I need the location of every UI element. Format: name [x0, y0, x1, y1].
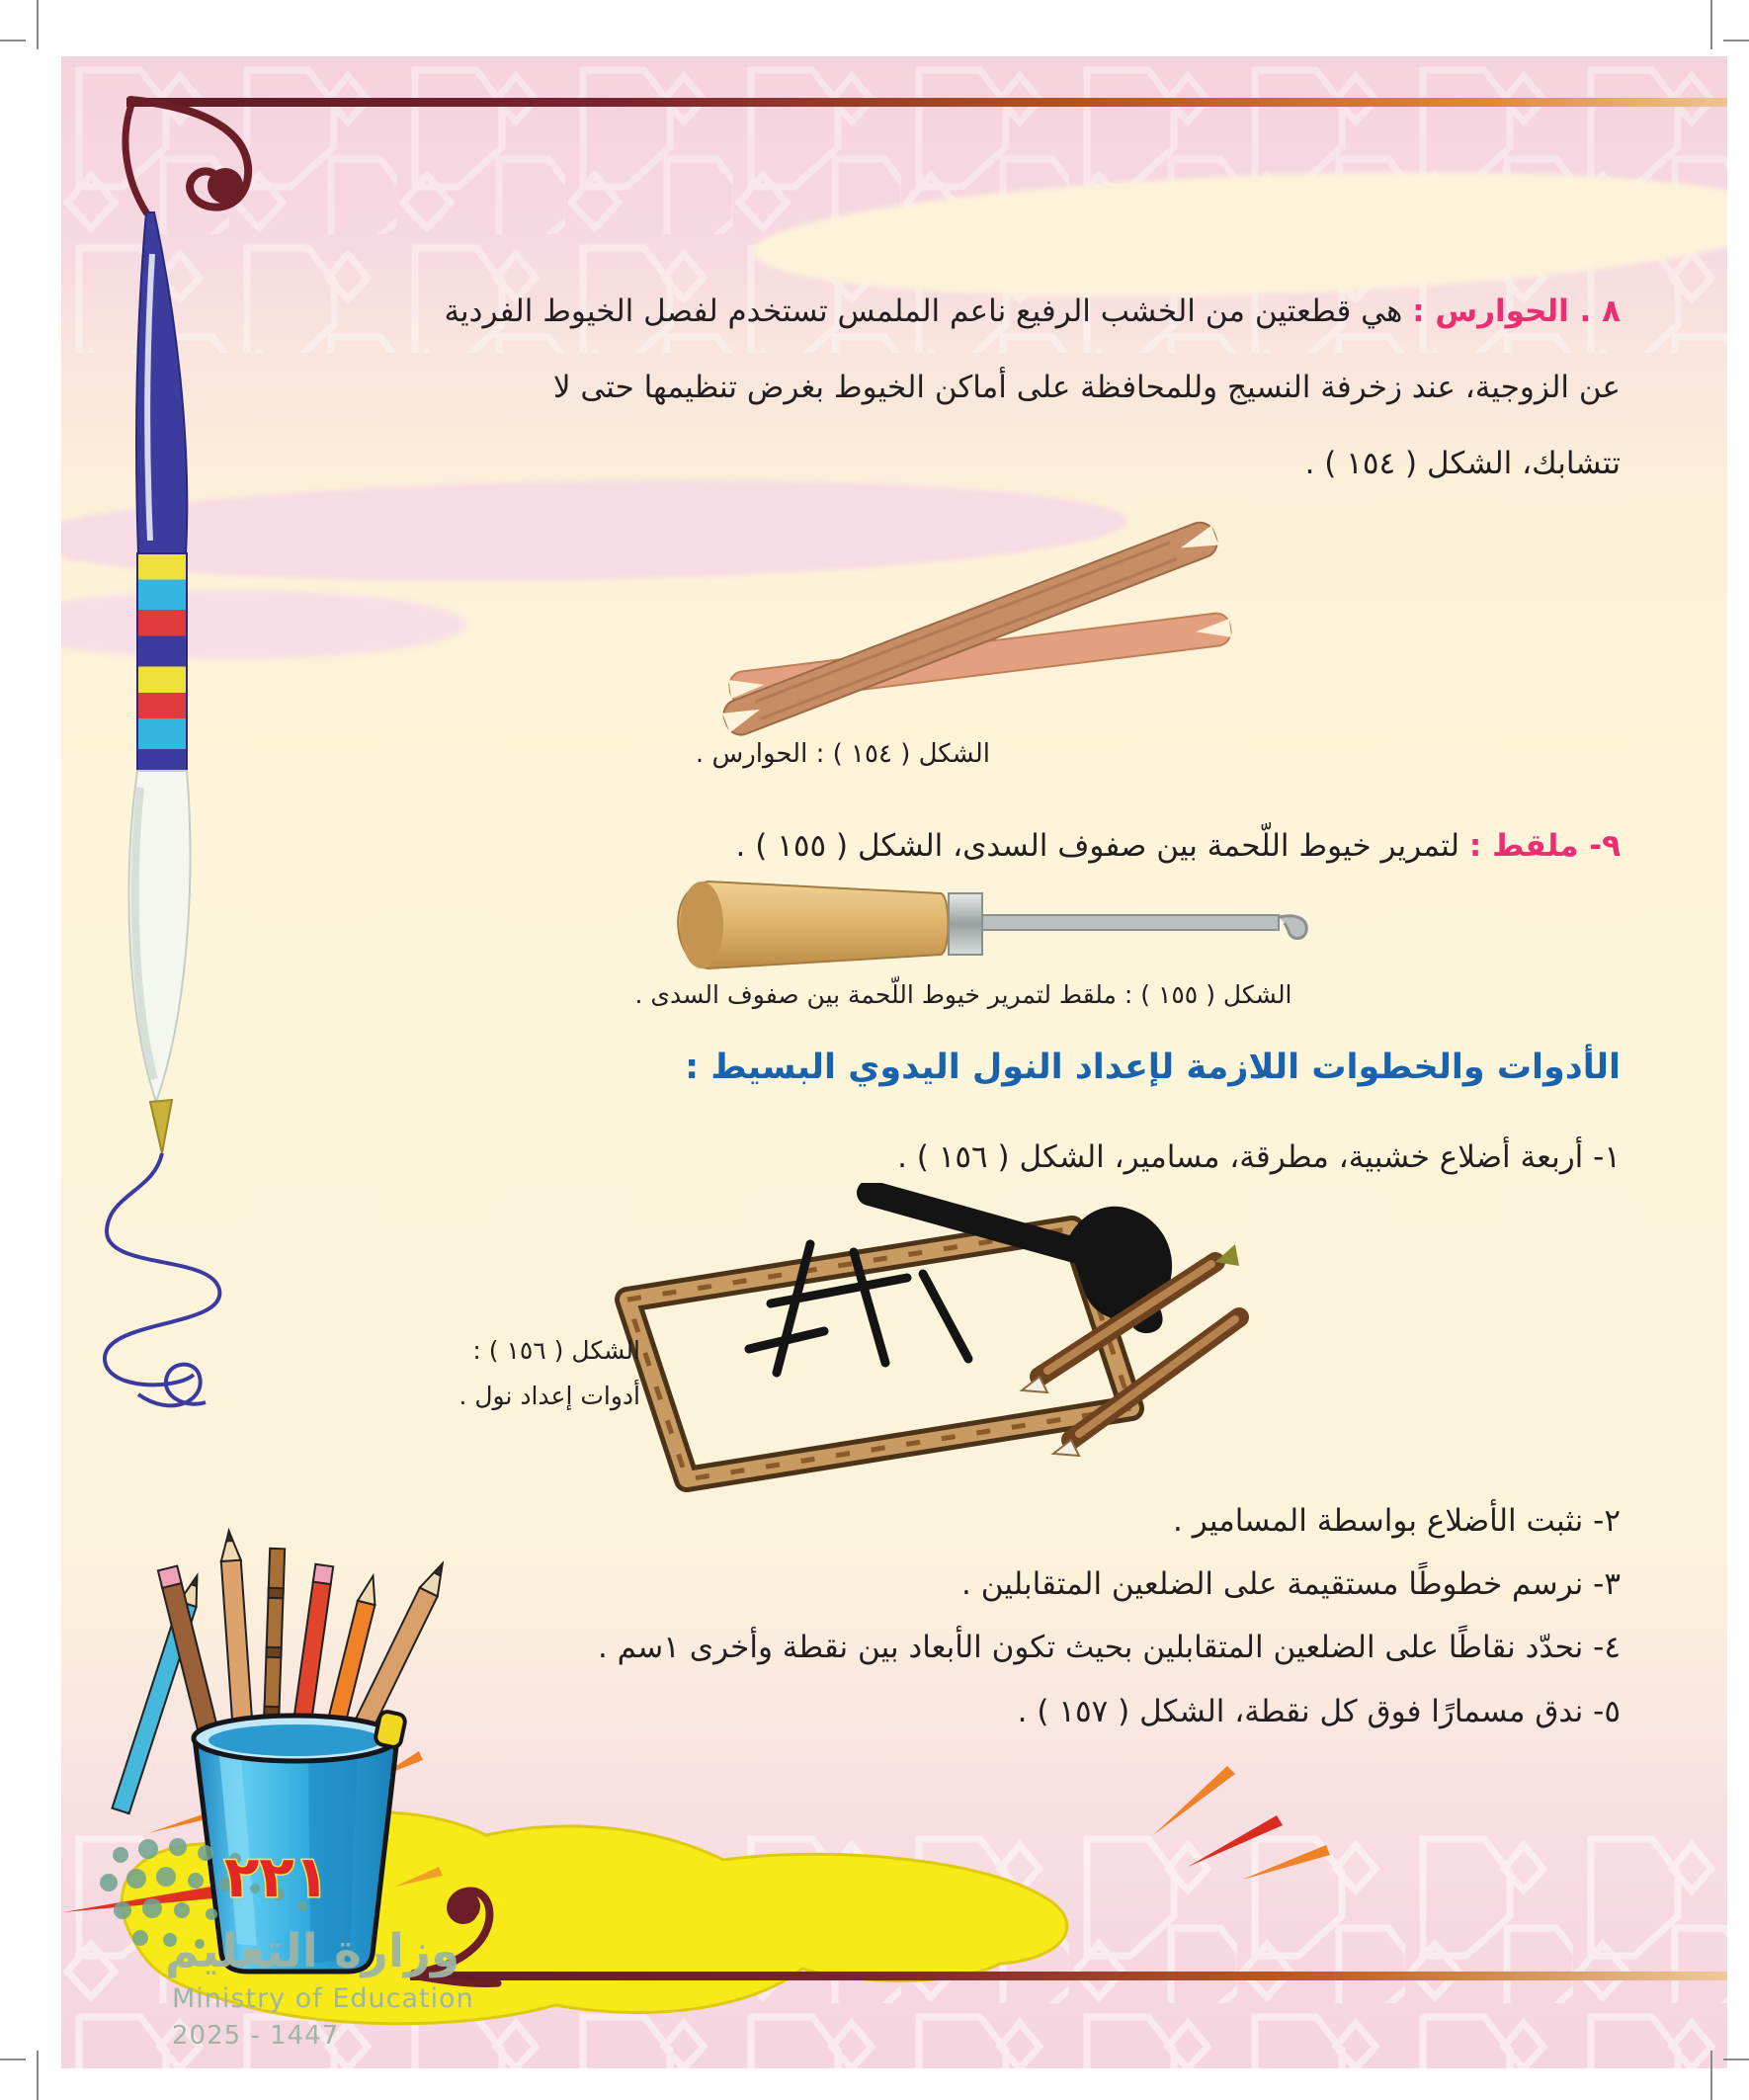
page-background	[61, 56, 1727, 2068]
crop-mark-bottom-right-v	[1710, 2051, 1712, 2100]
step-1: ١- أربعة أضلاع خشبية، مطرقة، مسامير، الشكل ( ١٥٦ ) .	[897, 1139, 1621, 1175]
item8-lead: ٨ . الحوارس :	[1412, 294, 1621, 329]
pen-illustration	[81, 195, 338, 1499]
crop-mark-bottom-left-v	[37, 2051, 39, 2100]
step-5: ٥- ندق مسمارًا فوق كل نقطة، الشكل ( ١٥٧ ) .	[1017, 1694, 1621, 1729]
crop-mark-bottom-right-h	[1723, 2058, 1749, 2060]
step-2: ٢- نثبت الأضلاع بواسطة المسامير .	[1173, 1503, 1621, 1539]
crop-mark-top-left-h	[0, 40, 26, 42]
crop-mark-top-right-v	[1710, 0, 1712, 49]
fig155-illustration	[625, 870, 1356, 988]
crop-mark-bottom-left-h	[0, 2058, 26, 2060]
fig156-caption-line2: أدوات إعداد نول .	[458, 1382, 640, 1410]
item8-line3: تتشابك، الشكل ( ١٥٤ ) .	[1304, 446, 1621, 481]
bottom-ornament-rule	[387, 1865, 1727, 2043]
ministry-wordmark-arabic: وزارة التعليم	[165, 1924, 460, 1978]
crop-mark-top-right-h	[1723, 40, 1749, 42]
section-heading: الأدوات والخطوات اللازمة لإعداد النول اليدوي البسيط :	[685, 1048, 1621, 1087]
fig155-caption: الشكل ( ١٥٥ ) : ملقط لتمرير خيوط اللّحمة بين صفوف السدى .	[634, 980, 1292, 1009]
edition-year: 2025 - 1447	[172, 2021, 340, 2051]
item9-line	[736, 828, 1621, 864]
item8-line1	[444, 294, 1621, 329]
item9-lead: ٩- ملقط :	[1468, 828, 1621, 864]
item8-line2: عن الزوجية، عند زخرفة النسيج وللمحافظة على أماكن الخيوط بغرض تنظيمها حتى لا	[552, 370, 1621, 405]
page-number: ٢٢١	[223, 1843, 330, 1910]
step-4: ٤- نحدّد نقاطًا على الضلعين المتقابلين بحيث تكون الأبعاد بين نقطة وأخرى ١سم .	[597, 1630, 1621, 1665]
ministry-name-english: Ministry of Education	[172, 1983, 474, 2014]
step-3: ٣- نرسم خطوطًا مستقيمة على الضلعين المتقابلين .	[961, 1566, 1621, 1602]
crop-mark-top-left-v	[37, 0, 39, 49]
fig156-caption-line1: الشكل ( ١٥٦ ) :	[472, 1336, 640, 1365]
fig154-caption: الشكل ( ١٥٤ ) : الحوارس .	[695, 739, 990, 769]
item8-line1-text: هي قطعتين من الخشب الرفيع ناعم الملمس تستخدم لفصل الخيوط الفردية	[444, 294, 1403, 329]
item9-text: لتمرير خيوط اللّحمة بين صفوف السدى، الشكل ( ١٥٥ ) .	[735, 828, 1460, 864]
